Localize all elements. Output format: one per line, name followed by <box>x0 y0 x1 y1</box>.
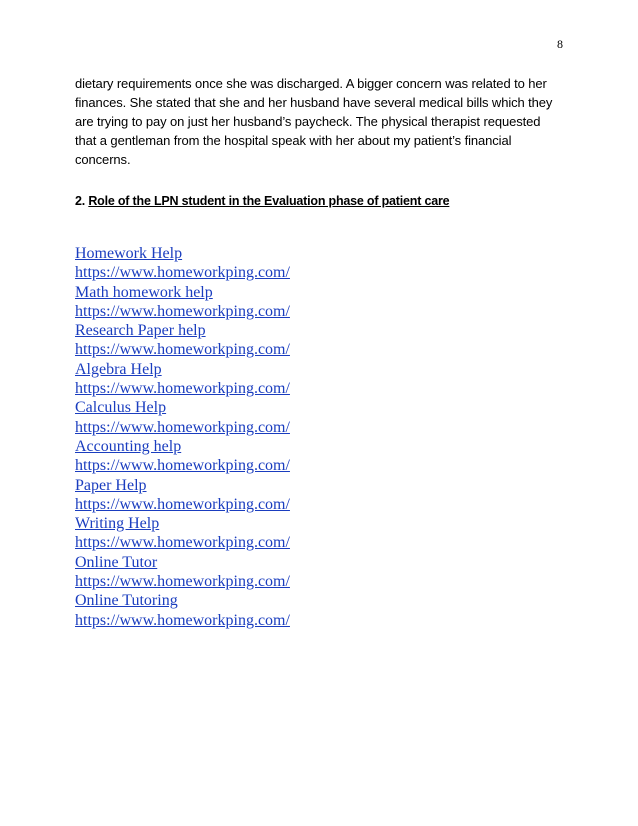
list-item <box>75 591 290 610</box>
link-online-tutoring[interactable]: Online Tutoring <box>75 592 178 610</box>
list-item <box>75 283 290 302</box>
link-url[interactable]: https://www.homeworkping.com/ <box>75 573 290 591</box>
link-algebra-help[interactable]: Algebra Help <box>75 360 162 378</box>
list-item <box>75 244 290 263</box>
section-heading-text: Role of the LPN student in the Evaluation phase of patient care <box>88 194 450 208</box>
list-item <box>75 495 290 514</box>
link-research-paper-help[interactable]: Research Paper help <box>75 322 206 340</box>
list-item <box>75 418 290 437</box>
list-item <box>75 476 290 495</box>
list-item <box>75 321 290 340</box>
paragraph-line: that a gentleman from the hospital speak with her about my patient’s financial <box>75 133 512 149</box>
link-url[interactable]: https://www.homeworkping.com/ <box>75 495 290 513</box>
list-item <box>75 611 290 630</box>
list-item <box>75 302 290 321</box>
list-item <box>75 572 290 591</box>
link-url[interactable]: https://www.homeworkping.com/ <box>75 380 290 398</box>
list-item <box>75 456 290 475</box>
list-item <box>75 379 290 398</box>
link-url[interactable]: https://www.homeworkping.com/ <box>75 611 290 629</box>
link-homework-help[interactable]: Homework Help <box>75 245 183 262</box>
list-item <box>75 263 290 282</box>
list-item <box>75 398 290 417</box>
list-item <box>75 514 290 533</box>
page-number: 8 <box>557 37 563 51</box>
list-item <box>75 553 290 572</box>
link-paper-help[interactable]: Paper Help <box>75 476 147 494</box>
paragraph-line: are trying to pay on just her husband’s paycheck. The physical therapist requested <box>75 114 541 130</box>
link-url[interactable]: https://www.homeworkping.com/ <box>75 418 290 436</box>
list-item <box>75 360 290 379</box>
section-heading <box>75 193 449 209</box>
link-url[interactable]: https://www.homeworkping.com/ <box>75 457 290 475</box>
link-url[interactable]: https://www.homeworkping.com/ <box>75 341 290 359</box>
link-writing-help[interactable]: Writing Help <box>75 515 160 533</box>
paragraph-line: dietary requirements once she was discharged. A bigger concern was related to her <box>75 76 547 91</box>
link-list <box>75 244 290 630</box>
link-calculus-help[interactable]: Calculus Help <box>75 399 167 417</box>
section-number: 2. <box>75 194 86 208</box>
list-item <box>75 340 290 359</box>
list-item <box>75 437 290 456</box>
link-accounting-help[interactable]: Accounting help <box>75 437 182 455</box>
link-online-tutor[interactable]: Online Tutor <box>75 553 158 571</box>
link-math-homework-help[interactable]: Math homework help <box>75 283 213 301</box>
link-url[interactable]: https://www.homeworkping.com/ <box>75 534 290 552</box>
paragraph-line: concerns. <box>75 152 131 168</box>
link-url[interactable]: https://www.homeworkping.com/ <box>75 264 290 282</box>
body-paragraph <box>75 74 565 169</box>
list-item <box>75 533 290 552</box>
paragraph-line: finances. She stated that she and her husband have several medical bills which they <box>75 95 553 111</box>
link-url[interactable]: https://www.homeworkping.com/ <box>75 302 290 320</box>
